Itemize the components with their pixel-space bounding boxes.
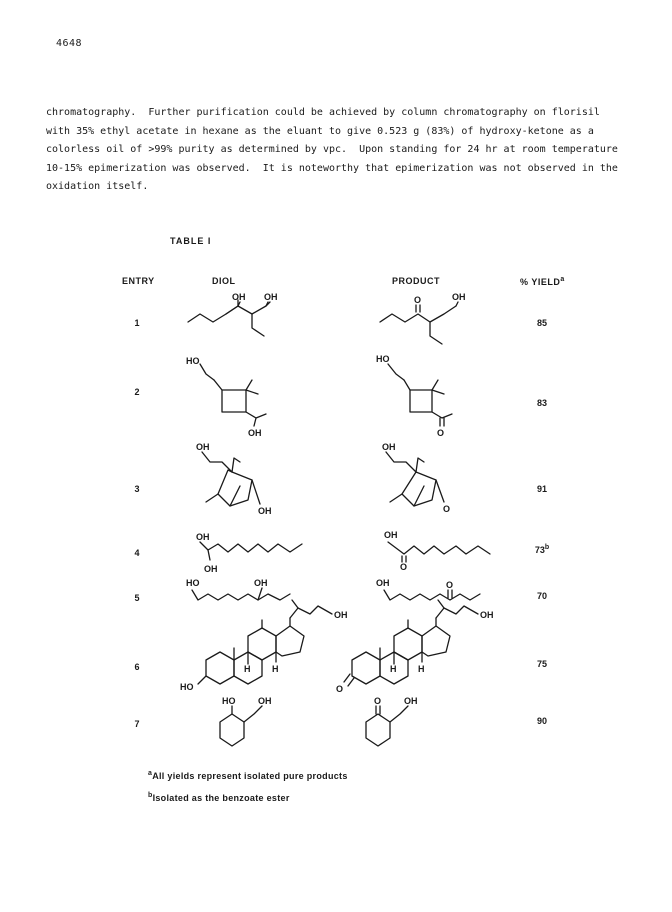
atom-label-oh: OH	[382, 442, 396, 452]
atom-label-oh: OH	[334, 610, 348, 620]
diol-2-structure	[200, 364, 266, 426]
atom-label-o: O	[374, 696, 382, 706]
product-7-structure	[366, 706, 408, 746]
atom-label-oh: OH	[248, 428, 262, 438]
entry-number: 7	[134, 719, 140, 729]
atom-label-o: O	[400, 562, 408, 572]
product-2-structure	[388, 364, 452, 426]
yield-footnote: b	[544, 544, 550, 551]
atom-label-oh: OH	[480, 610, 494, 620]
yield-value: 85	[536, 318, 547, 328]
diol-5-structure	[192, 588, 290, 600]
entry-number: 2	[134, 387, 140, 397]
atom-label-oh: OH	[452, 292, 466, 302]
atom-label-oh: OH	[264, 292, 278, 302]
footnote-a	[148, 770, 348, 781]
product-4-structure	[388, 542, 490, 562]
product-3-structure	[386, 452, 444, 506]
footnote-text: All yields represent isolated pure products	[152, 771, 348, 781]
atom-label-o: O	[414, 295, 422, 305]
atom-label-o: O	[443, 504, 451, 514]
atom-label-oh: OH	[384, 530, 398, 540]
yield-number: 73	[534, 545, 545, 555]
atom-label-h: H	[390, 664, 397, 674]
diol-3-structure	[202, 452, 260, 506]
atom-label-h: H	[272, 664, 279, 674]
atom-label-oh: OH	[258, 696, 272, 706]
yield-value: 83	[536, 398, 547, 408]
header-diol: DIOL	[212, 276, 236, 286]
diol-1-structure	[188, 300, 270, 336]
header-yield-footnote: a	[560, 276, 565, 283]
diol-7-structure	[220, 706, 262, 746]
product-6-structure	[344, 600, 478, 686]
atom-label-o: O	[336, 684, 344, 694]
atom-label-oh: OH	[258, 506, 272, 516]
paragraph-line: 10-15% epimerization was observed. It is noteworthy that epimerization was not observed in the	[46, 162, 618, 174]
header-yield-label: % YIELD	[520, 277, 561, 287]
atom-label-oh: OH	[196, 532, 210, 542]
atom-label-ho: HO	[186, 356, 200, 366]
paragraph-line: oxidation itself.	[46, 181, 149, 192]
paragraph-line: chromatography. Further purification could be achieved by column chromatography on florisil	[46, 107, 600, 118]
header-entry: ENTRY	[122, 276, 155, 286]
page-number: 4648	[56, 38, 83, 49]
product-1-structure	[380, 302, 458, 344]
atom-label-ho: HO	[186, 578, 200, 588]
atom-label-oh: OH	[376, 578, 390, 588]
yield-value: 91	[536, 484, 547, 494]
footnote-mark: b	[148, 792, 153, 799]
atom-label-oh: OH	[254, 578, 268, 588]
product-5-structure	[384, 590, 480, 600]
atom-label-ho: HO	[222, 696, 236, 706]
atom-label-oh: OH	[232, 292, 246, 302]
atom-label-o: O	[446, 580, 454, 590]
diol-6-structure	[198, 600, 332, 684]
entry-number: 4	[134, 548, 140, 558]
entry-number: 6	[134, 662, 140, 672]
atom-label-ho: HO	[180, 682, 194, 692]
paragraph-line: with 35% ethyl acetate in hexane as the eluant to give 0.523 g (83%) of hydroxy-ketone as a	[46, 125, 594, 137]
diol-4-structure	[200, 542, 302, 560]
footnote-mark: a	[148, 770, 153, 777]
atom-label-h: H	[244, 664, 251, 674]
atom-label-ho: HO	[376, 354, 390, 364]
atom-label-oh: OH	[404, 696, 418, 706]
atom-label-oh: OH	[204, 564, 218, 574]
entry-number: 3	[134, 484, 140, 494]
yield-value: 90	[536, 716, 547, 726]
table-title: TABLE I	[170, 236, 212, 246]
footnote-text: Isolated as the benzoate ester	[152, 793, 290, 803]
header-product: PRODUCT	[392, 276, 440, 286]
atom-label-oh: OH	[196, 442, 210, 452]
yield-value: 75	[536, 659, 547, 669]
footnote-b	[148, 792, 290, 803]
entry-number: 1	[134, 318, 140, 328]
paragraph-line: colorless oil of >99% purity as determined by vpc. Upon standing for 24 hr at room temperature	[46, 144, 618, 155]
entry-number: 5	[134, 593, 140, 603]
atom-label-h: H	[418, 664, 425, 674]
yield-value: 70	[536, 591, 547, 601]
atom-label-o: O	[437, 428, 445, 438]
